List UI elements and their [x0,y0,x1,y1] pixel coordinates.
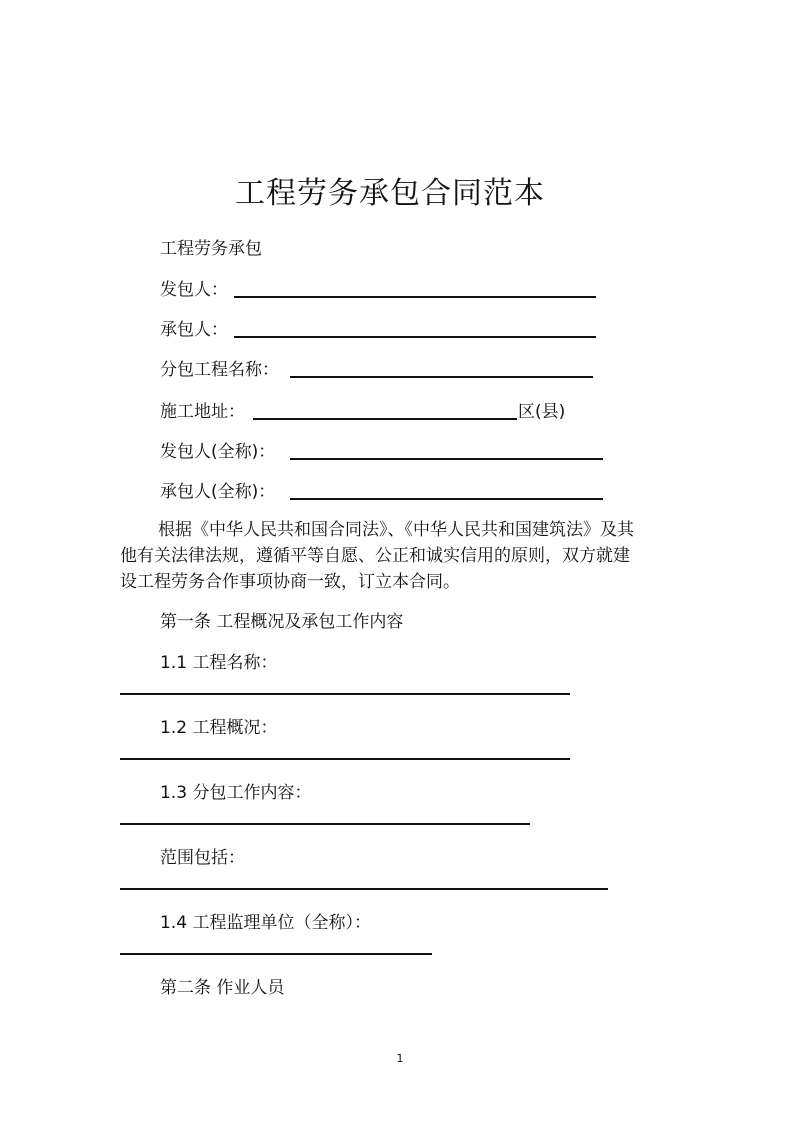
site-address-label: 施工地址： [160,402,245,422]
item-1-3-blank [120,823,530,825]
item-1-1-blank [120,693,570,695]
subcontract-name-label: 分包工程名称： [160,360,279,380]
contractor-full-label: 承包人(全称)： [160,482,276,502]
site-address-blank [253,418,517,420]
contractor-blank [234,336,596,338]
item-1-4-label: 1.4 工程监理单位（全称）： [160,913,371,933]
contractor-label: 承包人： [160,320,228,340]
employer-full-label: 发包人(全称)： [160,442,276,462]
item-1-3-label: 1.3 分包工作内容： [160,783,312,803]
contractor-full-blank [290,498,603,500]
article-1-heading: 第一条 工程概况及承包工作内容 [160,612,404,632]
preamble-text: 根据《中华人民共和国合同法》、《中华人民共和国建筑法》及其他有关法律法规，遵循平等自愿、公正和诚实信用的原则，双方就建设工程劳务合作事项协商一致，订立本合同。 [120,520,634,592]
scope-label: 范围包括： [160,848,245,868]
document-title: 工程劳务承包合同范本 [235,176,545,211]
item-1-2-blank [120,758,570,760]
item-1-1-label: 1.1 工程名称： [160,653,278,673]
item-1-4-blank [120,953,432,955]
employer-full-blank [290,458,603,460]
subcontract-name-blank [290,376,593,378]
preamble-paragraph [120,517,640,595]
employer-blank [234,296,596,298]
article-2-heading: 第二条 作业人员 [160,978,285,998]
item-1-2-label: 1.2 工程概况： [160,718,278,738]
page-number: 1 [396,1052,404,1065]
site-address-suffix: 区(县) [518,402,566,422]
scope-blank [120,888,608,890]
employer-label: 发包人： [160,280,228,300]
subtitle: 工程劳务承包 [160,239,262,259]
